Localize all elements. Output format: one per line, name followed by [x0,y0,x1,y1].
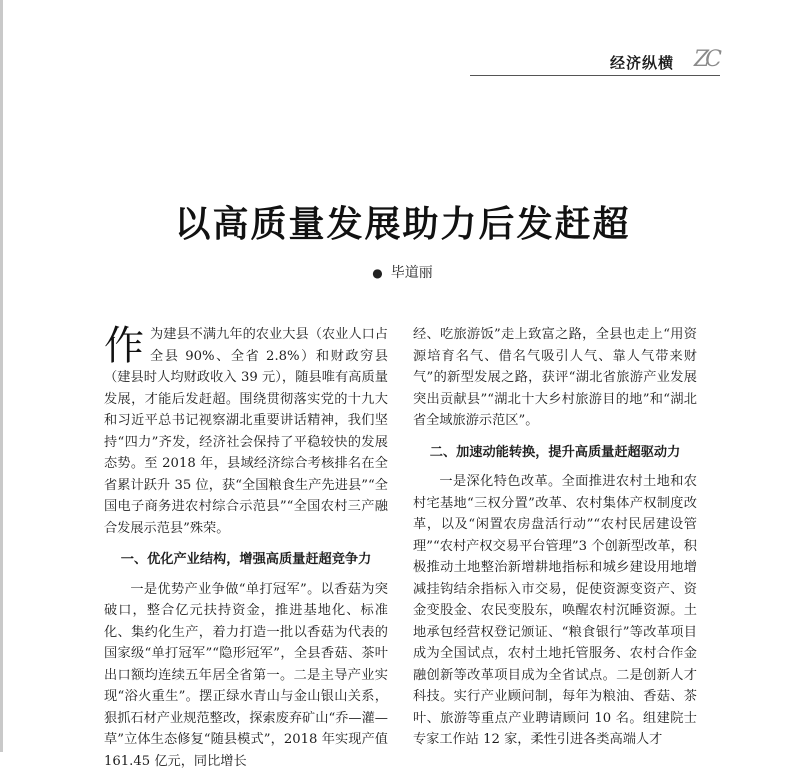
intro-paragraph [104,324,388,539]
page-edge [0,0,3,752]
byline-bullet-icon: ● [372,266,382,280]
article-title: 以高质量发展助力后发赶超 [0,196,805,247]
body-paragraph: 经、吃旅游饭”走上致富之路，全县也走上“用资源培育名气、借名气吸引人气、靠人气带来财气”的新型发展之路，获评“湖北省旅游产业发展突出贡献县”“湖北十大乡村旅游目的地”和“湖北省全域旅游示范区”。 [413,324,697,432]
intro-text: 为建县不满九年的农业大县（农业人口占全县 90%、全省 2.8%）和财政穷县（建县时人均财政收入 39 元），随县唯有高质量发展，才能后发赶超。围绕贯彻落实党的十九大和习近平总书记视察湖北重要讲话精神，我们坚持“四力”齐发，经济社会保持了平稳较快的发展态势。至 2018 年，县域经济综合考核排名在全省累计跃升 35 位，获“全国粮食生产先进县”“全国电子商务进农村综合示范县”“全国农村三产融合发展示范县”殊荣。 [104,327,388,536]
header-rule [470,75,720,76]
section-label: 经济纵横 [610,52,674,73]
byline [0,262,805,282]
body-paragraph: 一是深化特色改革。全面推进农村土地和农村宅基地“三权分置”改革、农村集体产权制度改革，以及“闲置农房盘活行动”“农村民居建设管理”“农村产权交易平台管理”3 个创新型改革，积极推动土地整治新增耕地指标和城乡建设用地增减挂钩结余指标入市交易，促使资源变资产、资金变股金、农民变股东，唤醒农村沉睡资源。土地承包经营权登记颁证、“粮食银行”等改革项目成为全国试点，农村土地托管服务、农村合作金融创新等改革项目成为全省试点。二是创新人才科技。实行产业顾问制，每年为粮油、香菇、茶叶、旅游等重点产业聘请顾问 10 名。组建院士专家工作站 12 家，柔性引进各类高端人才 [413,471,697,751]
section-logo-icon: ZC [694,47,718,72]
section-heading-2: 二、加速动能转换，提升高质量赶超驱动力 [413,442,697,464]
left-column [104,324,388,772]
section-header [470,50,720,76]
section-heading-1: 一、优化产业结构，增强高质量赶超竞争力 [104,549,388,571]
body-paragraph: 一是优势产业争做“单打冠军”。以香菇为突破口，整合亿元扶持资金，推进基地化、标准化、集约化生产，着力打造一批以香菇为代表的国家级“单打冠军”“隐形冠军”，全县香菇、茶叶出口额均连续五年居全省第一。二是主导产业实现“浴火重生”。摆正绿水青山与金山银山关系，狠抓石材产业规范整改，探索废弃矿山“乔—灌—草”立体生态修复“随县模式”，2018 年实现产值 161.45 亿元，同比增长 [104,579,388,772]
drop-cap: 作 [104,325,144,367]
right-column [413,324,697,751]
author-name: 毕道丽 [391,265,433,281]
